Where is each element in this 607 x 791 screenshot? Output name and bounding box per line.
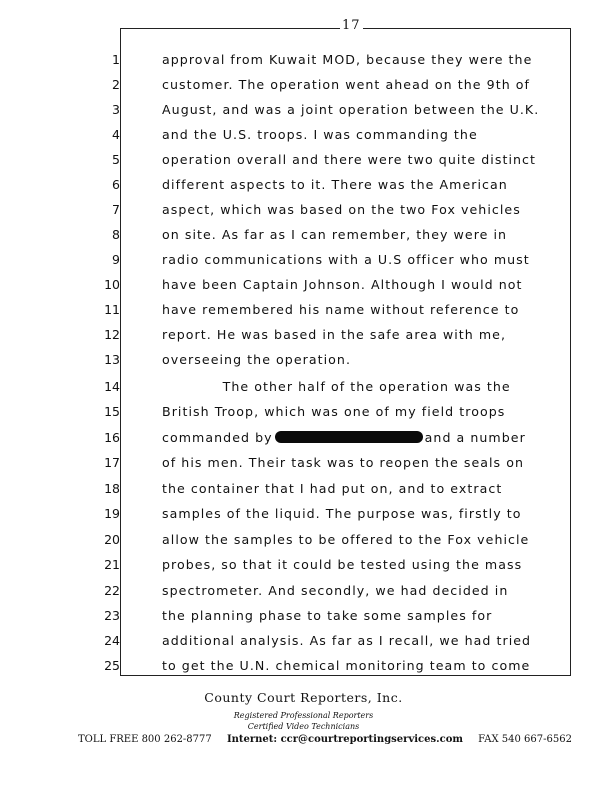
line-text-after-redaction: and a number	[424, 430, 526, 445]
footer-company-name: County Court Reporters, Inc.	[204, 690, 403, 705]
line-number: 21	[104, 557, 120, 572]
transcript-line	[0, 352, 607, 377]
line-text: of his men. Their task was to reopen the seals on	[162, 455, 525, 470]
line-text: approval from Kuwait MOD, because they were the	[162, 52, 533, 67]
transcript-line	[0, 177, 607, 202]
line-number: 2	[112, 77, 120, 92]
line-number: 22	[104, 583, 120, 598]
line-number: 11	[104, 302, 120, 317]
line-text: probes, so that it could be tested using the mass	[162, 557, 523, 572]
footer-internet: Internet: ccr@courtreportingservices.com	[226, 734, 463, 745]
line-number: 12	[104, 327, 120, 342]
line-number: 6	[112, 177, 120, 192]
line-number: 23	[104, 608, 120, 623]
line-number: 8	[112, 227, 120, 242]
line-number: 5	[112, 152, 120, 167]
transcript-line	[0, 277, 607, 302]
line-number: 25	[104, 658, 120, 673]
line-text: overseeing the operation.	[162, 352, 352, 367]
transcript-line	[0, 202, 607, 227]
line-number: 14	[104, 379, 120, 394]
transcript-line	[0, 152, 607, 177]
line-number: 7	[112, 202, 120, 217]
line-text: British Troop, which was one of my field troops	[162, 404, 506, 419]
line-text: the planning phase to take some samples for	[162, 608, 493, 623]
line-number: 20	[104, 532, 120, 547]
transcript-line	[0, 102, 607, 127]
line-number: 17	[104, 455, 120, 470]
line-number: 19	[104, 506, 120, 521]
line-text: different aspects to it. There was the American	[162, 177, 508, 192]
line-number: 3	[112, 102, 120, 117]
line-number: 10	[104, 277, 120, 292]
line-text: radio communications with a U.S officer who must	[162, 252, 530, 267]
transcript-line	[0, 455, 607, 480]
footer-fax: FAX 540 667-6562	[478, 734, 572, 745]
transcript-line	[0, 327, 607, 352]
line-text: August, and was a joint operation between the U.K.	[162, 102, 540, 117]
transcript-line	[0, 127, 607, 152]
line-number: 24	[104, 633, 120, 648]
line-text: samples of the liquid. The purpose was, firstly to	[162, 506, 522, 521]
line-text: to get the U.N. chemical monitoring team to come	[162, 658, 531, 673]
transcript-line	[0, 557, 607, 582]
transcript-line	[0, 583, 607, 608]
line-number: 16	[104, 430, 120, 445]
line-text: additional analysis. As far as I recall, we had tried	[162, 633, 532, 648]
transcript-line	[0, 252, 607, 277]
line-text: on site. As far as I can remember, they were in	[162, 227, 508, 242]
footer-registered-line: Registered Professional Reporters	[233, 711, 374, 720]
transcript-line	[0, 532, 607, 557]
line-number: 13	[104, 352, 120, 367]
line-text: have been Captain Johnson. Although I would not	[162, 277, 523, 292]
transcript-line	[0, 404, 607, 429]
transcript-line	[0, 481, 607, 506]
page-number: 17	[342, 18, 361, 33]
line-number: 18	[104, 481, 120, 496]
line-text: aspect, which was based on the two Fox vehicles	[162, 202, 521, 217]
line-number: 9	[112, 252, 120, 267]
line-number: 1	[112, 52, 120, 67]
footer-certified-line: Certified Video Technicians	[247, 722, 360, 731]
line-text: and the U.S. troops. I was commanding the	[162, 127, 478, 142]
line-text: report. He was based in the safe area with me,	[162, 327, 507, 342]
transcript-line	[0, 379, 607, 404]
redaction-mark	[275, 431, 423, 443]
transcript-line	[0, 633, 607, 658]
transcript-line	[0, 77, 607, 102]
line-text: customer. The operation went ahead on the 9th of	[162, 77, 531, 92]
line-text-before-redaction: commanded by	[162, 430, 273, 445]
footer-contact-line	[78, 734, 598, 745]
line-text: allow the samples to be offered to the Fox vehicle	[162, 532, 530, 547]
line-text: spectrometer. And secondly, we had decided in	[162, 583, 509, 598]
line-text: operation overall and there were two quite distinct	[162, 152, 536, 167]
transcript-line	[0, 52, 607, 77]
line-number: 15	[104, 404, 120, 419]
footer-toll-free: TOLL FREE 800 262-8777	[78, 734, 212, 745]
line-text: The other half of the operation was the	[162, 379, 511, 394]
line-text	[162, 430, 526, 445]
transcript-line	[0, 302, 607, 327]
transcript-line	[0, 658, 607, 683]
transcript-line	[0, 227, 607, 252]
transcript-line	[0, 430, 607, 455]
transcript-line	[0, 506, 607, 531]
line-number: 4	[112, 127, 120, 142]
line-text: the container that I had put on, and to extract	[162, 481, 503, 496]
transcript-line	[0, 608, 607, 633]
line-text: have remembered his name without reference to	[162, 302, 520, 317]
